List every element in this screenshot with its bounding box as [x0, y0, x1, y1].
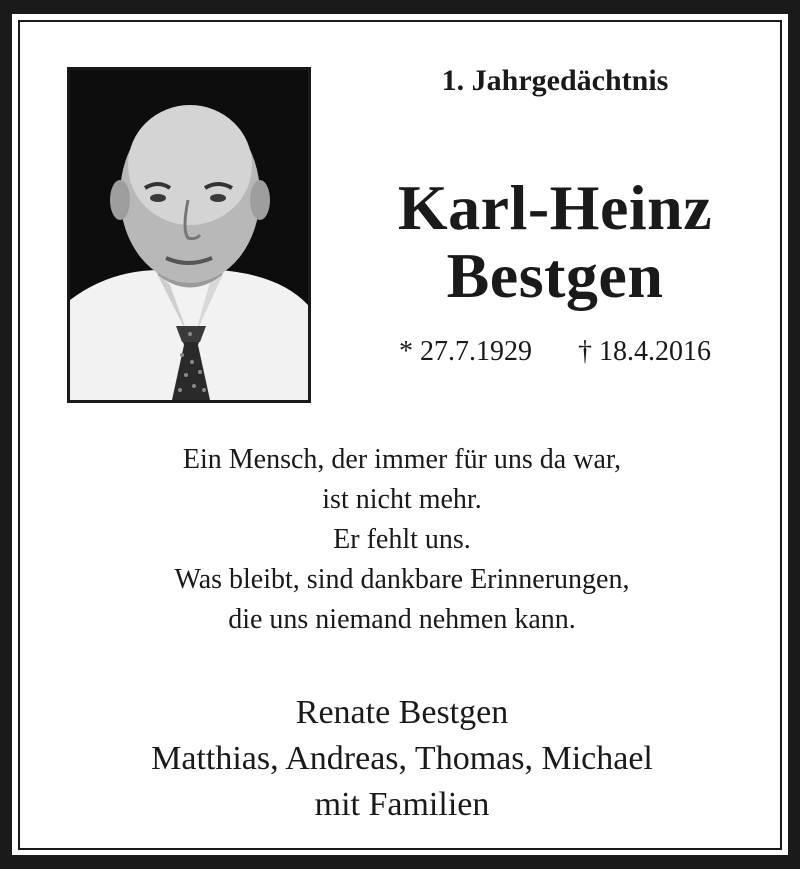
- birth-date: * 27.7.1929: [399, 336, 532, 367]
- inner-frame: [18, 20, 782, 850]
- last-name: Bestgen: [446, 240, 664, 311]
- poem-line: die uns niemand nehmen kann.: [228, 604, 576, 635]
- family-signature: [20, 690, 784, 828]
- family-line: Matthias, Andreas, Thomas, Michael: [151, 740, 653, 777]
- family-line: mit Familien: [314, 786, 490, 823]
- poem-line: Was bleibt, sind dankbare Erinnerungen,: [174, 564, 630, 595]
- first-name: Karl-Heinz: [397, 172, 713, 243]
- portrait-photo: [67, 67, 311, 403]
- death-date: † 18.4.2016: [578, 336, 711, 367]
- memorial-poem: [20, 440, 784, 640]
- life-dates: [330, 336, 780, 368]
- deceased-name: [330, 174, 780, 310]
- poem-line: Er fehlt uns.: [333, 524, 471, 555]
- outer-frame: [12, 14, 788, 855]
- poem-line: ist nicht mehr.: [322, 484, 482, 515]
- family-line: Renate Bestgen: [295, 694, 509, 731]
- anniversary-heading: 1. Jahrgedächtnis: [441, 64, 669, 97]
- poem-line: Ein Mensch, der immer für uns da war,: [182, 444, 622, 475]
